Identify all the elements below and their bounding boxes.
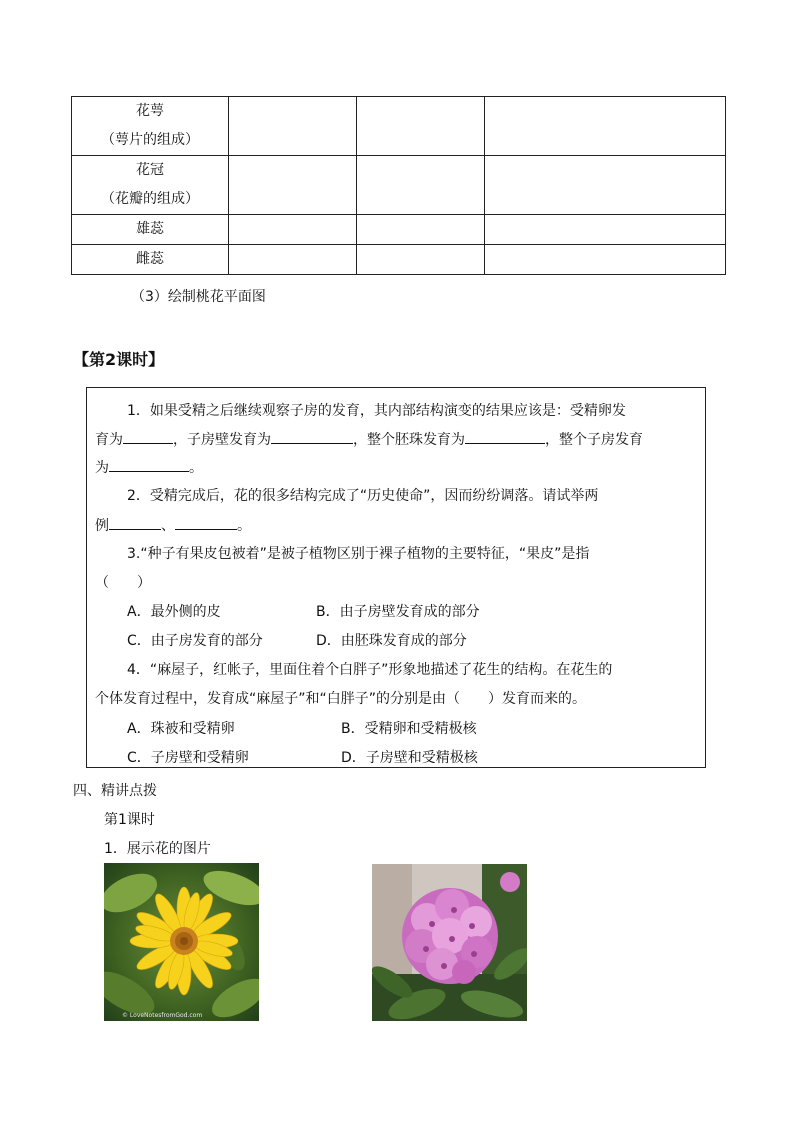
row-label-corolla: [72, 156, 229, 215]
q3-option-c[interactable]: C．由子房发育的部分: [127, 633, 263, 649]
q1-text: 为: [95, 460, 109, 476]
q1-line3: [95, 457, 203, 478]
q1-line1: 1．如果受精之后继续观察子房的发育，其内部结构演变的结果应该是：受精卵发: [127, 403, 626, 419]
q3-line2: （ ）: [95, 575, 151, 591]
row-label-stamen: 雄蕊: [72, 215, 229, 245]
row-label-pistil: 雌蕊: [72, 245, 229, 275]
q4-line1: 4．“麻屋子，红帐子，里面住着个白胖子”形象地描述了花生的结构。在花生的: [127, 662, 613, 678]
table-cell[interactable]: [357, 156, 485, 215]
table-cell[interactable]: [357, 245, 485, 275]
answer-blank[interactable]: [465, 429, 545, 444]
q3-line1: 3.“种子有果皮包被着”是被子植物区别于裸子植物的主要特征，“果皮”是指: [127, 546, 590, 562]
q2-text: 、: [161, 518, 175, 534]
row-label-calyx: [72, 97, 229, 156]
q1-text: ，整个子房发育: [545, 432, 643, 448]
table-cell[interactable]: [485, 215, 726, 245]
q4-option-c[interactable]: C．子房壁和受精卵: [127, 750, 249, 766]
flower-parts-table: [71, 96, 726, 275]
q4-option-d[interactable]: D．子房壁和受精极核: [341, 750, 478, 766]
q3-option-a[interactable]: A．最外侧的皮: [127, 604, 221, 620]
q2-text: 例: [95, 518, 109, 534]
table-cell[interactable]: [229, 97, 357, 156]
table-cell[interactable]: [357, 215, 485, 245]
row-label-line2: （萼片的组成）: [101, 132, 199, 148]
table-row: [72, 215, 726, 245]
q4-option-a[interactable]: A．珠被和受精卵: [127, 721, 235, 737]
answer-blank[interactable]: [175, 515, 237, 530]
q1-line2: [95, 429, 643, 450]
table-cell[interactable]: [229, 215, 357, 245]
table-cell[interactable]: [485, 245, 726, 275]
row-label-line2: （花瓣的组成）: [101, 191, 199, 207]
yellow-flower-photo: [104, 863, 259, 1021]
answer-blank[interactable]: [123, 429, 173, 444]
answer-blank[interactable]: [109, 515, 161, 530]
section-4-heading: 四、精讲点拨: [73, 783, 157, 799]
table-row: [72, 156, 726, 215]
table-cell[interactable]: [229, 245, 357, 275]
q2-line1: 2．受精完成后，花的很多结构完成了“历史使命”，因而纷纷调落。请试举两: [127, 488, 599, 504]
row-label-line1: 花冠: [136, 162, 164, 178]
photo-watermark: © LoveNotesfromGod.com: [122, 1012, 203, 1019]
lesson-1-heading: 第1课时: [104, 812, 155, 828]
lesson-2-heading: 【第2课时】: [73, 350, 165, 369]
table-cell[interactable]: [357, 97, 485, 156]
table-cell[interactable]: [229, 156, 357, 215]
pink-flower-photo: [372, 864, 527, 1021]
table-row: [72, 245, 726, 275]
q3-option-d[interactable]: D．由胚珠发育成的部分: [316, 633, 467, 649]
q1-text: ，整个胚珠发育为: [353, 432, 465, 448]
step-3-instruction: （3）绘制桃花平面图: [131, 289, 266, 305]
answer-blank[interactable]: [109, 457, 189, 472]
row-label-line1: 花萼: [136, 103, 164, 119]
answer-blank[interactable]: [271, 429, 353, 444]
q1-text: 。: [189, 460, 203, 476]
q4-line2: 个体发育过程中，发育成“麻屋子”和“白胖子”的分别是由（ ）发育而来的。: [95, 691, 587, 707]
q4-option-b[interactable]: B．受精卵和受精极核: [341, 721, 477, 737]
q2-line2: [95, 515, 251, 536]
q2-text: 。: [237, 518, 251, 534]
q1-text: ，子房壁发育为: [173, 432, 271, 448]
show-flowers-heading: 1．展示花的图片: [104, 841, 211, 857]
question-box: [86, 387, 706, 768]
q1-text: 育为: [95, 432, 123, 448]
table-cell[interactable]: [485, 156, 726, 215]
table-row: [72, 97, 726, 156]
table-cell[interactable]: [485, 97, 726, 156]
q3-option-b[interactable]: B．由子房壁发育成的部分: [316, 604, 480, 620]
